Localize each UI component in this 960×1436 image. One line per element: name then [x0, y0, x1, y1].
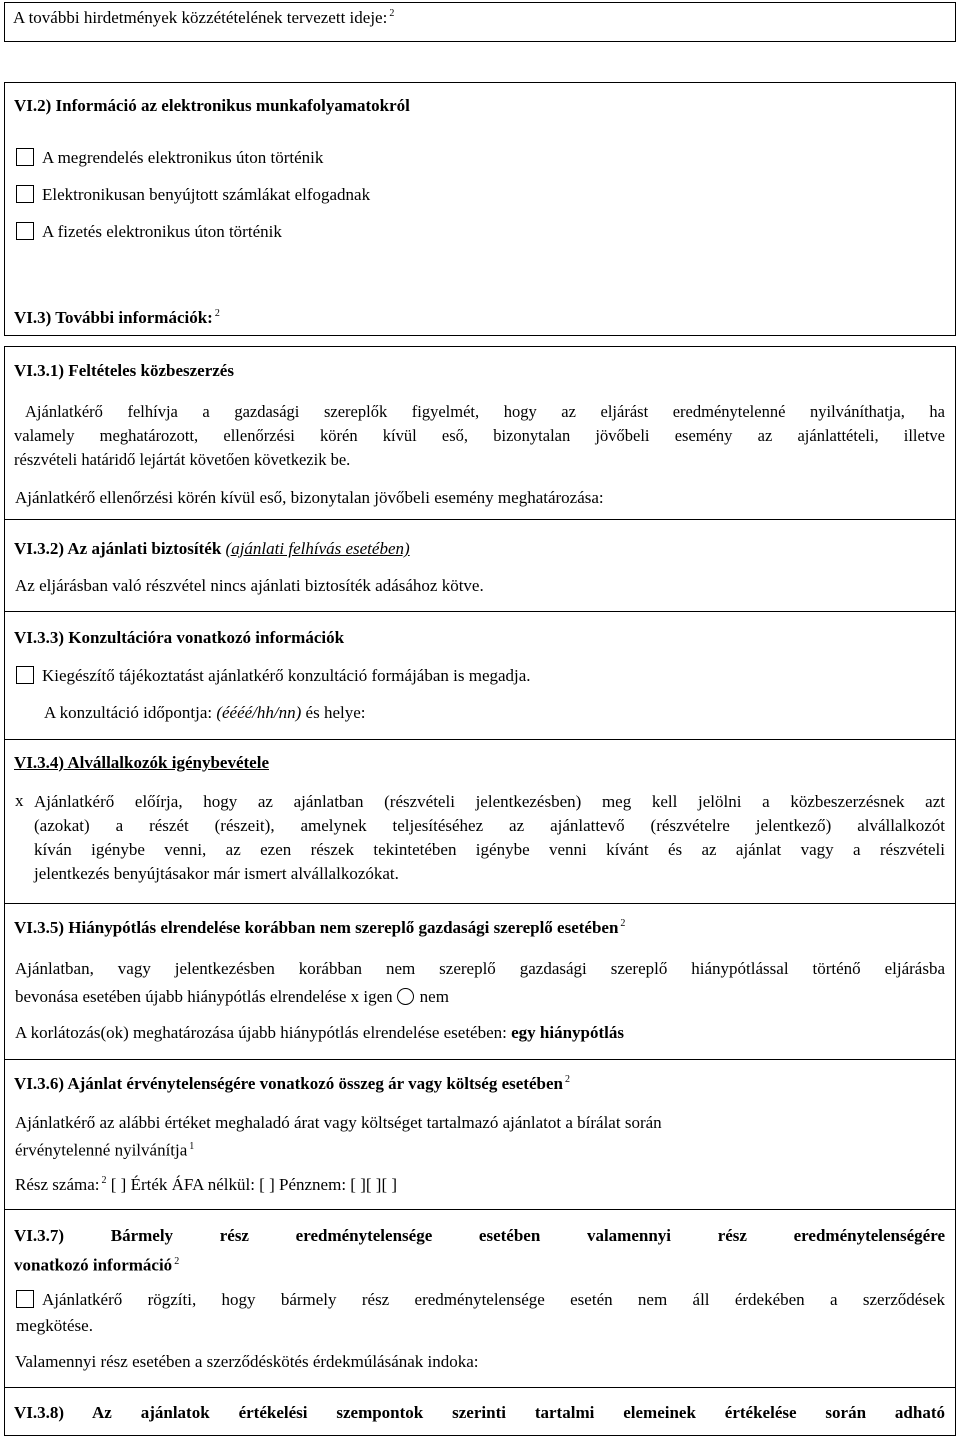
yes-label: igen: [363, 987, 393, 1006]
publication-date-text: A további hirdetmények közzétételének tervezett ideje: $^2$: [13, 8, 395, 27]
section-vi34-heading: VI.3.4) Alvállalkozók igénybevétele: [14, 753, 269, 772]
value-line: Rész száma: $^2$ [ ] Érték ÁFA nélkül: [ ] Pénznem: [ ][ ][ ]: [15, 1175, 398, 1194]
section-vi38-heading: VI.3.8) Az ajánlatok értékelési szempontok szerinti tartalmi elemeinek értékelése során adható: [14, 1403, 945, 1422]
subcontractor-mark[interactable]: x: [15, 791, 24, 810]
part-value[interactable]: [ ]: [110, 1175, 127, 1194]
box-publication-date: [4, 2, 956, 42]
consultation-date: A konzultáció időpontja: (éééé/hh/nn) és helye:: [44, 703, 366, 722]
divider: [5, 1209, 955, 1210]
section-vi37-reason: Valamennyi rész esetében a szerződéskötés érdekmúlásának indoka:: [15, 1352, 479, 1371]
divider: [5, 1387, 955, 1388]
section-vi2-heading: VI.2) Információ az elektronikus munkafolyamatokról: [14, 96, 410, 115]
section-vi35-text: Ajánlatban, vagy jelentkezésben korábban nem szereplő gazdasági szereplő hiánypótlással történő eljárásba bevonása esetében újabb hiánypótlás elrendelése x igen nem: [15, 959, 945, 1006]
divider: [5, 903, 955, 904]
no-label: nem: [419, 987, 449, 1006]
value-value[interactable]: [ ]: [259, 1175, 275, 1194]
currency-value[interactable]: [ ][ ][ ]: [350, 1175, 398, 1194]
section-vi36-heading: VI.3.6) Ajánlat érvénytelenségére vonatkozó összeg ár vagy költség esetében $^2$: [14, 1074, 570, 1093]
section-vi34-text: Ajánlatkérő előírja, hogy az ajánlatban (részvételi jelentkezésben) meg kell jelölni a közbeszerzésnek azt (azokat) a részét (részeit), amelynek teljesítéséhez az ajánlattevő (részvételre jelentkező) alvállalkozót kíván igénybe venni, az ezen részek tekintetében igénybe venni kívánt és az ajánlat vagy a részvételi jelentkezés benyújtásakor már ismert alvállalkozókat.: [34, 792, 945, 883]
section-vi31-heading: VI.3.1) Feltételes közbeszerzés: [14, 361, 234, 380]
divider: [5, 519, 955, 520]
checkbox[interactable]: [16, 148, 34, 166]
option-electronic-order[interactable]: A megrendelés elektronikus úton történik: [16, 147, 323, 170]
section-vi36-text: Ajánlatkérő az alábbi értéket meghaladó árat vagy költséget tartalmazó ajánlatot a bírálat során érvénytelenné nyilvánítja $^1$: [15, 1113, 662, 1160]
divider: [5, 611, 955, 612]
checkbox[interactable]: [16, 1290, 34, 1308]
checkbox[interactable]: [16, 222, 34, 240]
section-vi33-heading: VI.3.3) Konzultációra vonatkozó információk: [14, 628, 345, 647]
divider: [5, 739, 955, 740]
section-vi37-heading: VI.3.7) Bármely rész eredménytelensége esetében valamennyi rész eredménytelenségére vonatkozó információ $^2$: [14, 1226, 945, 1275]
yes-mark[interactable]: x: [350, 987, 360, 1006]
section-vi31-text: Ajánlatkérő felhívja a gazdasági szereplők figyelmét, hogy az eljárást eredménytelenné nyilváníthatja, ha valamely meghatározott, ellenőrzési körén kívül eső, bizonytalan jövőbeli esemény az ajánlattételi, illetve részvételi határidő lejártát követően következik be.: [14, 402, 945, 469]
limit-line: A korlátozás(ok) meghatározása újabb hiánypótlás elrendelése esetében: egy hiánypótlás: [15, 1023, 624, 1042]
no-radio[interactable]: [397, 988, 414, 1005]
divider: [5, 1059, 955, 1060]
box-vi3-details: [4, 346, 956, 1436]
section-vi35-heading: VI.3.5) Hiánypótlás elrendelése korábban nem szereplő gazdasági szereplő esetében $^2$: [14, 918, 626, 937]
section-vi32-text: Az eljárásban való részvétel nincs ajánlati biztosíték adásához kötve.: [15, 576, 484, 595]
checkbox[interactable]: [16, 185, 34, 203]
option-electronic-payment[interactable]: A fizetés elektronikus úton történik: [16, 221, 282, 244]
option-electronic-invoice[interactable]: Elektronikusan benyújtott számlákat elfogadnak: [16, 184, 370, 207]
section-vi32-heading: VI.3.2) Az ajánlati biztosíték (ajánlati felhívás esetében): [14, 539, 410, 558]
option-contract[interactable]: Ajánlatkérő rögzíti, hogy bármely rész eredménytelensége esetén nem áll érdekében a szerződések megkötése.: [16, 1290, 945, 1335]
checkbox[interactable]: [16, 666, 34, 684]
section-vi31-event: Ajánlatkérő ellenőrzési körén kívül eső, bizonytalan jövőbeli esemény meghatározása:: [15, 488, 604, 507]
option-consultation[interactable]: Kiegészítő tájékoztatást ajánlatkérő konzultáció formájában is megadja.: [16, 665, 531, 688]
section-vi3-heading: VI.3) További információk: $^2$: [14, 308, 220, 327]
box-vi2: [4, 82, 956, 336]
